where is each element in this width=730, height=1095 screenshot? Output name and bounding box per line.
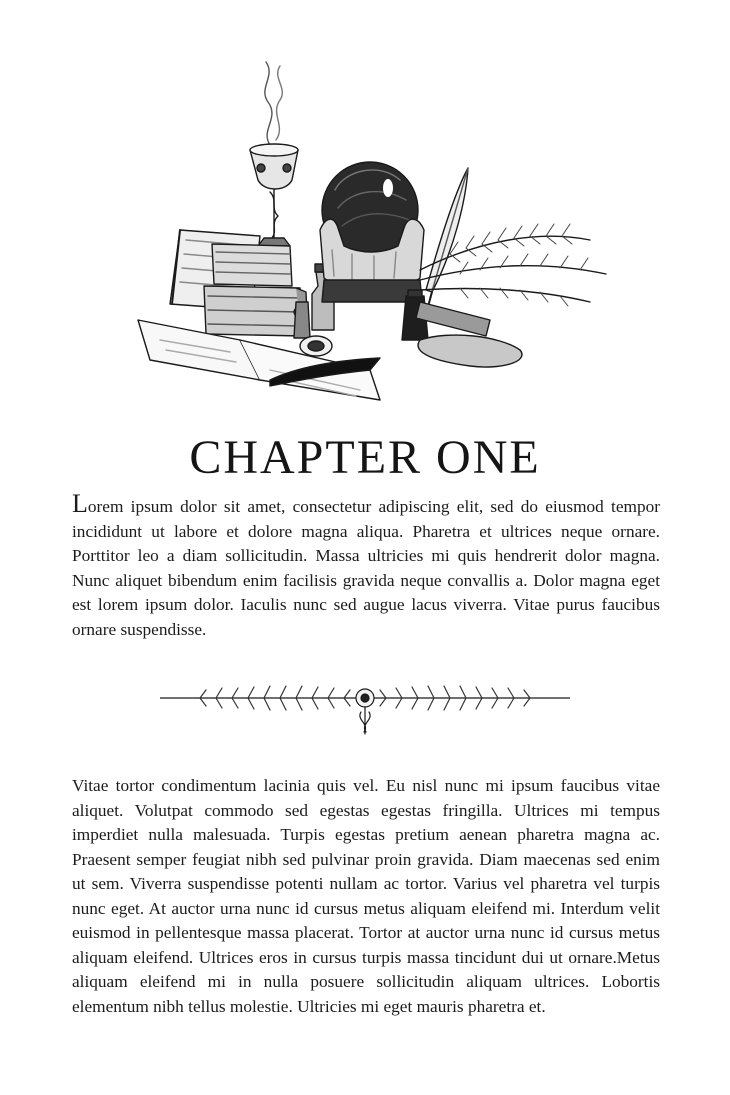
second-paragraph: Vitae tortor condimentum lacinia quis vel. Eu nisl nunc mi ipsum faucibus vitae aliquet. Volutpat commodo sed egestas egestas fringilla. Ultrices mi tempus imperdiet nulla malesuada. Turpis egestas pretium aenean pharetra magna ac. Praesent semper feugiat nibh sed pulvinar proin gravida. Diam maecenas sed enim ut sem. Viverra suspendisse potenti nullam ac tortor. Varius vel pharetra vel turpis nunc eget. At auctor urna nunc id cursus metus aliquam eleifend mi. Interdum velit euismod in pellentesque massa placerat. Tortor at auctor urna nunc id cursus metus aliquam eleifend. Ultrices eros in cursus turpis massa tincidunt dui ut ornare.Metus aliquam eleifend mi in nulla posuere sollicitudin aliquam ultrices. Lobortis elementum nibh tellus molestie. Ultricies mi eget mauris pharetra et.: [72, 776, 660, 1016]
opening-paragraph: [72, 489, 660, 642]
chapter-title: CHAPTER ONE: [189, 431, 541, 484]
foliage-divider-icon: [160, 676, 570, 746]
drop-cap: L: [72, 489, 88, 518]
opening-paragraph-text: orem ipsum dolor sit amet, consectetur adipiscing elit, sed do eiusmod tempor incididunt ut labore et dolore magna aliqua. Pharetra et ultrices neque ornare. Porttitor leo a diam sollicitudin. Massa ultricies mi quis hendrerit dolor magna. Nunc aliquet bibendum enim facilisis gravida neque convallis a. Dolor magna eget est lorem ipsum dolor. Iaculis nunc sed augue lacus viverra. Vitae purus faucibus ornare suspendisse.: [72, 497, 660, 639]
still-life-illustration: [120, 40, 620, 420]
